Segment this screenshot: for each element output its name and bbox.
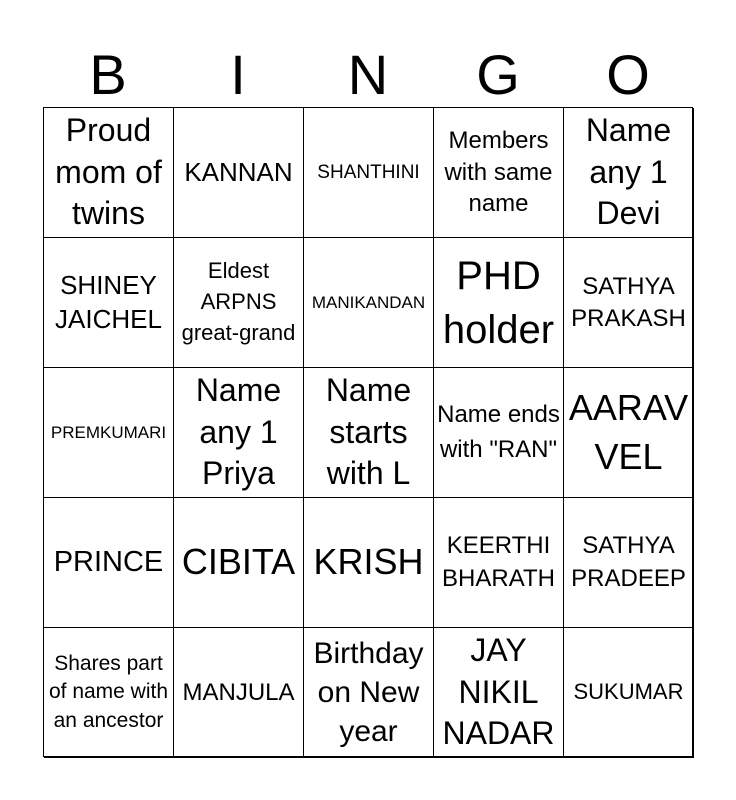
cell-text: Shares part of name with an ancestor [48, 651, 169, 732]
bingo-cell[interactable] [304, 368, 434, 498]
bingo-cell[interactable] [174, 238, 304, 368]
cell-text: AARAV VEL [568, 386, 689, 477]
cell-text: Members with same name [444, 126, 553, 218]
bingo-cell[interactable] [304, 108, 434, 238]
bingo-cell[interactable] [304, 238, 434, 368]
bingo-cell[interactable] [564, 498, 694, 628]
bingo-header [43, 44, 693, 106]
cell-text: KRISH [313, 541, 424, 583]
header-letter-b: B [89, 43, 127, 106]
header-letter-o: O [606, 43, 650, 106]
bingo-cell[interactable] [44, 108, 174, 238]
bingo-cell[interactable] [44, 238, 174, 368]
cell-text: JAY NIKIL NADAR [442, 632, 555, 752]
bingo-cell[interactable] [434, 368, 564, 498]
bingo-cell[interactable] [174, 368, 304, 498]
bingo-cell[interactable] [44, 368, 174, 498]
cell-text: SHINEY JAICHEL [55, 270, 162, 334]
cell-text: SATHYA PRAKASH [571, 272, 686, 332]
cell-text: MANJULA [182, 678, 295, 706]
cell-text: Birthday on New year [313, 637, 424, 748]
cell-text: Name ends with "RAN" [437, 400, 560, 463]
bingo-cell[interactable] [174, 628, 304, 758]
cell-text: Eldest ARPNS great-grand [181, 258, 296, 345]
cell-text: Name any 1 Priya [195, 372, 282, 492]
cell-text: Proud mom of twins [55, 112, 162, 232]
bingo-cell[interactable] [174, 498, 304, 628]
bingo-cell[interactable] [44, 628, 174, 758]
bingo-cell[interactable] [434, 108, 564, 238]
bingo-cell[interactable] [434, 628, 564, 758]
cell-text: SUKUMAR [573, 679, 684, 705]
header-letter-g: G [476, 43, 520, 106]
cell-text: MANIKANDAN [311, 292, 426, 312]
bingo-cell[interactable] [564, 628, 694, 758]
bingo-cell[interactable] [304, 498, 434, 628]
cell-text: KANNAN [184, 156, 293, 187]
cell-text: SATHYA PRADEEP [571, 532, 686, 592]
header-letter-i: I [230, 43, 246, 106]
bingo-cell[interactable] [564, 368, 694, 498]
cell-text: SHANTHINI [317, 161, 420, 183]
cell-text: PREMKUMARI [50, 422, 167, 442]
cell-text: Name starts with L [325, 372, 412, 492]
bingo-cell[interactable] [434, 238, 564, 368]
cell-text: PRINCE [53, 545, 164, 578]
bingo-cell[interactable] [434, 498, 564, 628]
bingo-cell[interactable] [564, 108, 694, 238]
header-letter-n: N [347, 43, 389, 106]
cell-text: CIBITA [181, 541, 296, 583]
cell-text: PHD holder [442, 253, 555, 352]
bingo-cell[interactable] [304, 628, 434, 758]
bingo-board [43, 107, 693, 757]
cell-text: Name any 1 Devi [585, 112, 672, 232]
bingo-cell[interactable] [44, 498, 174, 628]
bingo-cell[interactable] [174, 108, 304, 238]
cell-text: KEERTHI BHARATH [442, 532, 555, 592]
bingo-cell[interactable] [564, 238, 694, 368]
